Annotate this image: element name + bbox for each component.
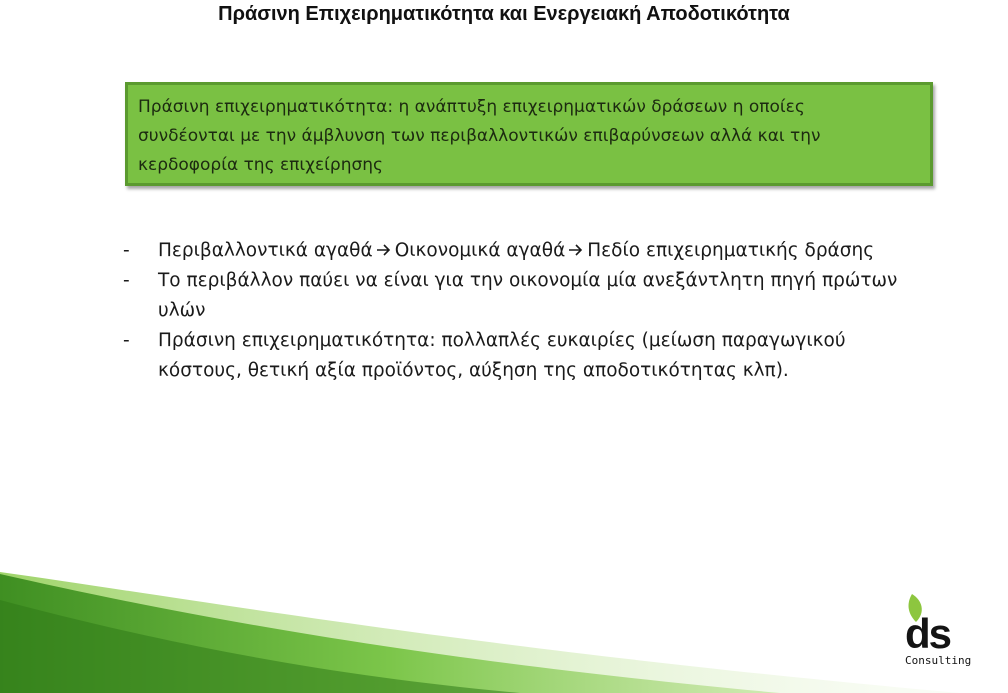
- bullet-text-environmental-goods: Περιβαλλοντικά αγαθά: [158, 240, 373, 261]
- bullet-text: Το περιβάλλον παύει να είναι για την οικονομία μία ανεξάντλητη πηγή πρώτων υλών: [158, 270, 898, 321]
- bullet-dash: -: [123, 270, 130, 291]
- definition-box: [125, 82, 933, 186]
- bullet-item: [123, 326, 903, 386]
- bullet-text-economic-goods: Οικονομικά αγαθά: [394, 240, 566, 261]
- bullet-item: [123, 266, 903, 326]
- bullet-list: [123, 236, 903, 386]
- bullet-item: [123, 236, 903, 266]
- slide-title: Πράσινη Επιχειρηματικότητα και Ενεργειακή Αποδοτικότητα: [218, 3, 790, 25]
- decorative-green-swoosh: [0, 560, 960, 693]
- bullet-dash: -: [123, 330, 130, 351]
- arrow-right-icon: [568, 243, 584, 257]
- logo-mark: ds: [905, 610, 951, 657]
- bullet-text-business-field: Πεδίο επιχειρηματικής δράσης: [587, 240, 875, 261]
- arrow-right-icon: [376, 243, 392, 257]
- bullet-text: Πράσινη επιχειρηματικότητα: πολλαπλές ευκαιρίες (μείωση παραγωγικού κόστους, θετική αξία προϊόντος, αύξηση της αποδοτικότητας κλπ).: [158, 330, 846, 381]
- definition-text: Πράσινη επιχειρηματικότητα: η ανάπτυξη επιχειρηματικών δράσεων η οποίες συνδέονται με την άμβλυνση των περιβαλλοντικών επιβαρύνσεων αλλά και την κερδοφορία της επιχείρησης: [138, 97, 821, 175]
- logo-subtitle: Consulting: [905, 654, 972, 667]
- bullet-dash: -: [123, 240, 130, 261]
